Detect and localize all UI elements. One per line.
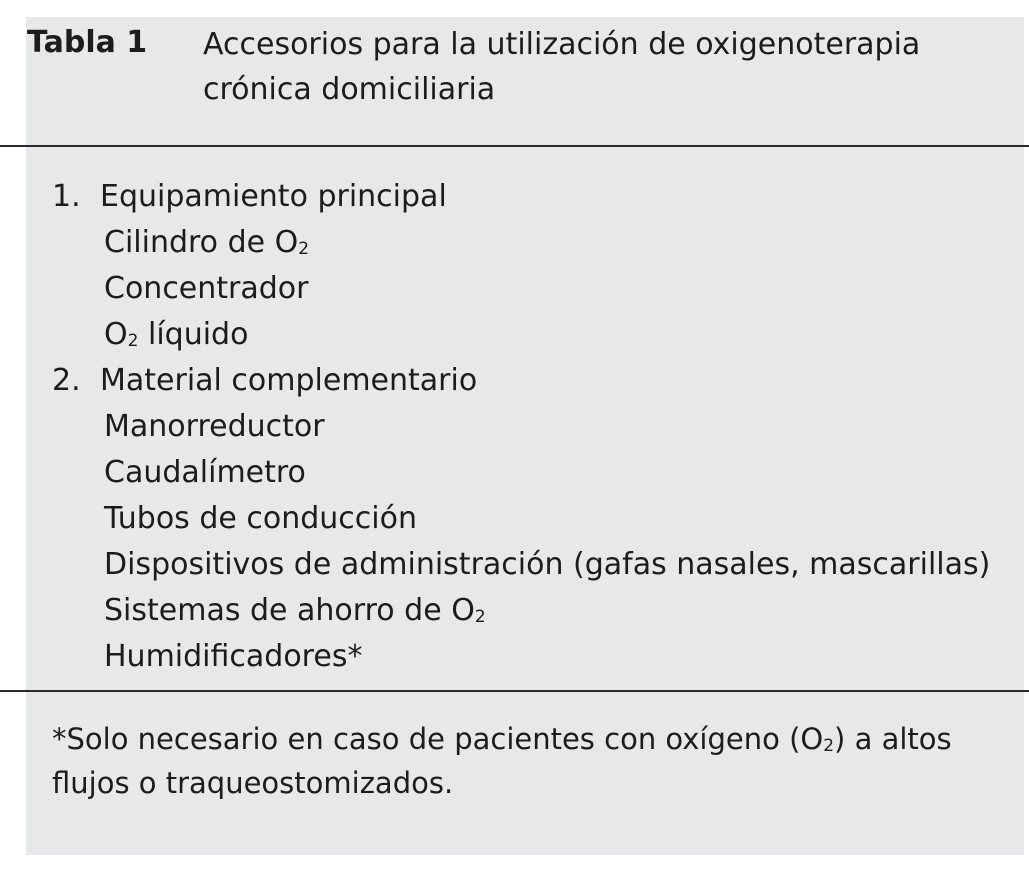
list-item [52,588,1022,634]
list-item [52,450,1022,496]
list-item [52,404,1022,450]
item-text-after: líquido [138,317,249,352]
footnote-text: *Solo necesario en caso de pacientes con oxígeno (O [52,722,824,756]
item-text: Tubos de conducción [104,501,417,536]
item-subscript: 2 [298,239,310,259]
section-title: Material complementario [100,363,478,398]
accessories-list [52,174,1022,680]
section-heading [52,174,1022,220]
table-label: Tabla 1 [27,25,148,60]
list-item [52,542,1022,588]
table-footnote [52,717,1012,805]
footnote-subscript: 2 [823,736,835,756]
item-text: Cilindro de O [104,225,299,260]
footer-divider [0,690,1029,692]
list-item [52,266,1022,312]
list-item [52,220,1022,266]
section-title: Equipamiento principal [100,179,447,214]
section-number: 2. [52,363,81,398]
section-number: 1. [52,179,81,214]
item-text: Caudalímetro [104,455,306,490]
list-item [52,496,1022,542]
item-text: Sistemas de ahorro de O [104,593,475,628]
item-text: Manorreductor [104,409,325,444]
item-text: Dispositivos de administración (gafas nasales, mascarillas) [104,547,991,582]
list-item [52,634,1022,680]
footnote-text-after: ) a altos flujos o traqueostomizados. [52,722,952,800]
list-item [52,312,1022,358]
header-divider [0,145,1029,147]
item-text: Concentrador [104,271,309,306]
item-subscript: 2 [474,607,486,627]
section-heading [52,358,1022,404]
table-title: Accesorios para la utilización de oxigenoterapia crónica domiciliaria [203,27,921,107]
item-subscript: 2 [127,331,139,351]
item-text: Humidificadores* [104,639,363,674]
item-text: O [104,317,128,352]
